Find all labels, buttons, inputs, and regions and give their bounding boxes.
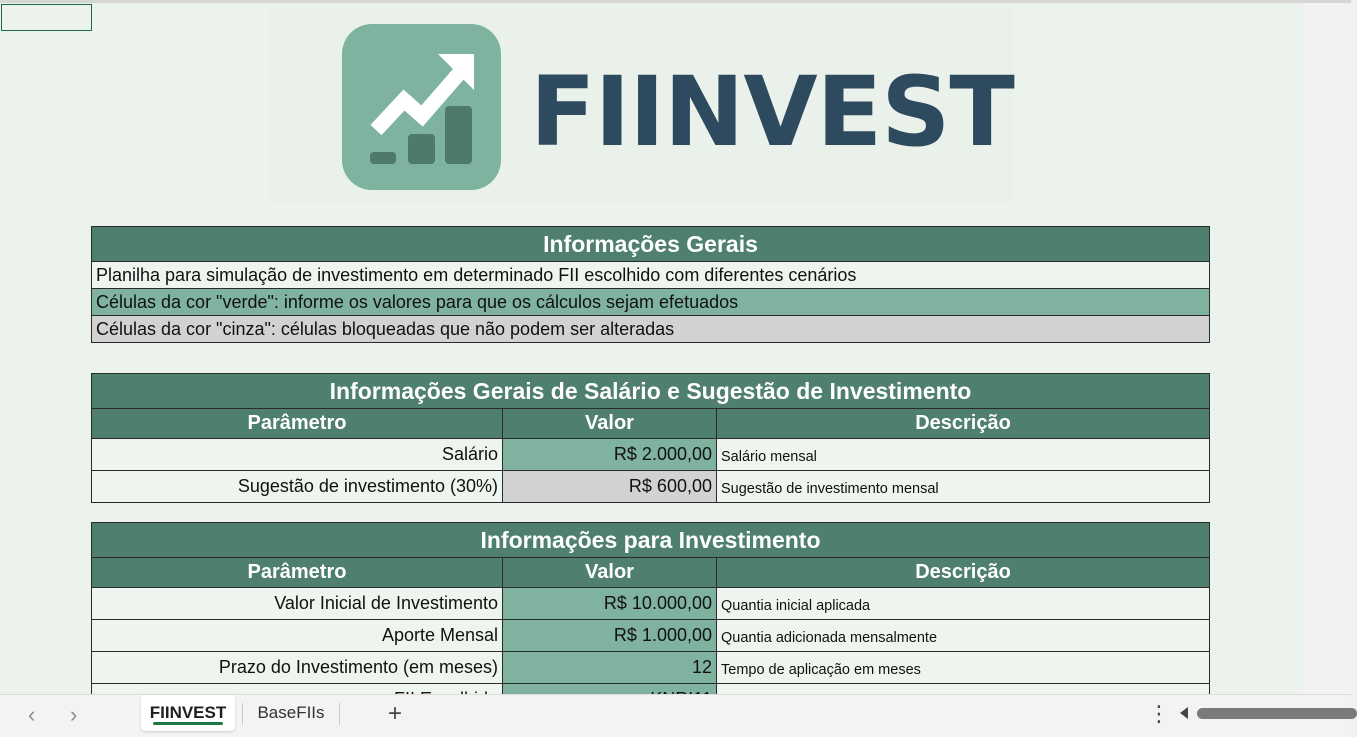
more-options-icon[interactable]: ⋮ — [1148, 701, 1170, 726]
col-header-descricao[interactable]: Descrição — [717, 409, 1210, 439]
desc-prazo[interactable]: Tempo de aplicação em meses — [717, 652, 1210, 684]
tab-divider — [339, 703, 340, 725]
col-header-valor[interactable]: Valor — [503, 409, 717, 439]
col-header-valor[interactable]: Valor — [503, 558, 717, 588]
info-row-green-legend[interactable]: Células da cor "verde": informe os valores para que os cálculos sejam efetuados — [92, 289, 1210, 316]
desc-sugestao[interactable]: Sugestão de investimento mensal — [717, 471, 1210, 503]
salary-table — [91, 373, 1210, 503]
salary-table-title: Informações Gerais de Salário e Sugestão de Investimento — [92, 374, 1210, 409]
input-aporte-mensal[interactable]: R$ 1.000,00 — [503, 620, 717, 652]
col-header-parametro[interactable]: Parâmetro — [92, 558, 503, 588]
scroll-left-icon[interactable] — [1180, 707, 1188, 719]
param-valor-inicial[interactable]: Valor Inicial de Investimento — [92, 588, 503, 620]
selected-cell[interactable] — [1, 4, 92, 31]
active-tab-underline — [153, 722, 223, 725]
growth-chart-icon — [342, 24, 501, 190]
param-salario[interactable]: Salário — [92, 439, 503, 471]
info-row-gray-legend[interactable]: Células da cor "cinza": células bloqueadas que não podem ser alteradas — [92, 316, 1210, 343]
chevron-left-icon[interactable]: ‹ — [28, 702, 36, 727]
add-sheet-icon[interactable]: + — [388, 700, 403, 727]
tab-fiinvest-label: FIINVEST — [149, 703, 227, 722]
input-salario[interactable]: R$ 2.000,00 — [503, 439, 717, 471]
desc-salario[interactable]: Salário mensal — [717, 439, 1210, 471]
tab-divider — [242, 703, 243, 725]
brand-wordmark: FIINVEST — [530, 56, 1014, 168]
investment-table-title: Informações para Investimento — [92, 523, 1210, 558]
col-header-descricao[interactable]: Descrição — [717, 558, 1210, 588]
input-prazo[interactable]: 12 — [503, 652, 717, 684]
value-sugestao-locked[interactable]: R$ 600,00 — [503, 471, 717, 503]
general-info-table — [91, 226, 1210, 343]
tab-basefiis[interactable] — [250, 695, 332, 731]
general-info-title: Informações Gerais — [92, 227, 1210, 262]
col-header-parametro[interactable]: Parâmetro — [92, 409, 503, 439]
param-prazo[interactable]: Prazo do Investimento (em meses) — [92, 652, 503, 684]
info-row-description[interactable]: Planilha para simulação de investimento em determinado FII escolhido com diferentes cenários — [92, 262, 1210, 289]
param-sugestao[interactable]: Sugestão de investimento (30%) — [92, 471, 503, 503]
investment-table — [91, 522, 1210, 716]
horizontal-scrollbar[interactable] — [1197, 708, 1357, 719]
tab-fiinvest[interactable] — [141, 695, 235, 731]
column-header-strip — [0, 0, 1351, 3]
tab-basefiis-label: BaseFIIs — [257, 703, 325, 722]
desc-valor-inicial[interactable]: Quantia inicial aplicada — [717, 588, 1210, 620]
input-valor-inicial[interactable]: R$ 10.000,00 — [503, 588, 717, 620]
desc-aporte-mensal[interactable]: Quantia adicionada mensalmente — [717, 620, 1210, 652]
unused-columns-area — [1302, 3, 1351, 694]
sheet-tab-bar — [0, 694, 1351, 737]
param-aporte-mensal[interactable]: Aporte Mensal — [92, 620, 503, 652]
chevron-right-icon[interactable]: › — [70, 702, 78, 727]
